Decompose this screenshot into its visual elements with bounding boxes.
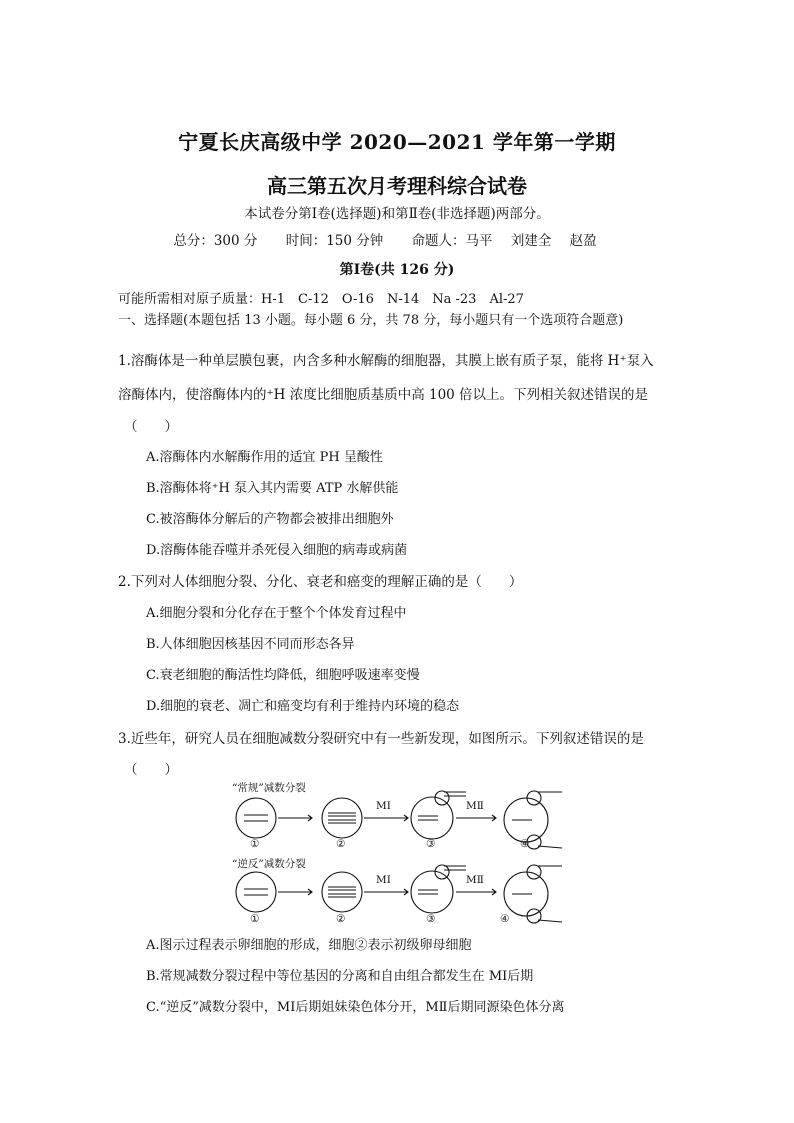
q1-answer-paren: （ ） <box>124 419 178 435</box>
atomic-masses: 可能所需相对原子质量：H-1 C-12 O-16 N-14 Na -23 Al-27 <box>118 292 524 307</box>
row1-step-4: ④ <box>520 838 530 850</box>
q1-line2: 溶酶体内，使溶酶体内的⁺H 浓度比细胞质基质中高 100 倍以上。下列相关叙述错误的是 <box>118 387 649 403</box>
q3-answer-paren: （ ） <box>124 762 178 778</box>
row2-step-1: ① <box>250 913 260 925</box>
total-score: 总分：300 分 <box>173 233 258 249</box>
row2-cell-4 <box>504 865 562 923</box>
part1-heading: 一、选择题(本题包括 13 小题。每小题 6 分，共 78 分，每小题只有一个选项符合题意) <box>118 313 624 328</box>
row1-cell-2 <box>322 798 362 838</box>
exam-time: 时间：150 分钟 <box>285 233 384 249</box>
row2-step-2: ② <box>336 913 346 925</box>
row1-cell-1 <box>236 798 276 838</box>
author-1: 命题人：马平 <box>411 233 493 249</box>
meiosis-svg <box>228 780 568 928</box>
q2-option-a: A.细胞分裂和分化存在于整个个体发育过程中 <box>146 606 407 621</box>
exam-info <box>0 229 794 249</box>
row2-step-3: ③ <box>426 913 436 925</box>
exam-note: 本试卷分第Ⅰ卷(选择题)和第Ⅱ卷(非选择题)两部分。 <box>244 206 550 222</box>
q1-line1: 1.溶酶体是一种单层膜包裹，内含多种水解酶的细胞器，其膜上嵌有质子泵，能将 H⁺泵入 <box>118 353 654 369</box>
row2-cell-2 <box>322 872 362 912</box>
row2-label: “逆反”减数分裂 <box>232 858 306 870</box>
row2-cell-1 <box>236 872 276 912</box>
q3-line1: 3.近些年，研究人员在细胞减数分裂研究中有一些新发现，如图所示。下列叙述错误的是 <box>118 731 644 747</box>
row1-cell-4 <box>504 791 562 849</box>
row2-cell-3 <box>411 865 466 913</box>
q2-option-b: B.人体细胞因核基因不同而形态各异 <box>146 637 355 652</box>
row1-step-3: ③ <box>426 838 436 850</box>
row1-step-1: ① <box>250 838 260 850</box>
q3-option-c: C.“逆反”减数分裂中，MⅠ后期姐妹染色体分开，MⅡ后期同源染色体分离 <box>146 1000 565 1015</box>
exam-title-line2: 高三第五次月考理科综合试卷 <box>267 174 527 198</box>
row1-mi-label: MⅠ <box>376 800 391 812</box>
exam-title-line1: 宁夏长庆高级中学 2020—2021 学年第一学期 <box>178 130 616 154</box>
q1-option-a: A.溶酶体内水解酶作用的适宜 PH 呈酸性 <box>146 450 383 465</box>
q1-option-d: D.溶酶体能吞噬并杀死侵入细胞的病毒或病菌 <box>146 543 408 558</box>
q2-option-d: D.细胞的衰老、凋亡和癌变均有利于维持内环境的稳态 <box>146 699 460 714</box>
row1-label: “常规”减数分裂 <box>232 782 306 794</box>
q1-option-b: B.溶酶体将⁺H 泵入其内需要 ATP 水解供能 <box>146 481 399 496</box>
row1-cell-3 <box>411 791 466 839</box>
q2-option-c: C.衰老细胞的酶活性均降低，细胞呼吸速率变慢 <box>146 668 420 683</box>
row1-step-2: ② <box>336 838 346 850</box>
row2-mi-label: MⅠ <box>376 874 391 886</box>
row1-mii-label: MⅡ <box>466 800 484 812</box>
q3-option-a: A.图示过程表示卵细胞的形成，细胞②表示初级卵母细胞 <box>146 938 472 953</box>
author-2: 刘建全 <box>510 233 552 249</box>
q2-line1: 2.下列对人体细胞分裂、分化、衰老和癌变的理解正确的是（ ） <box>118 574 523 590</box>
author-3: 赵盈 <box>569 233 597 249</box>
q1-option-c: C.被溶酶体分解后的产物都会被排出细胞外 <box>146 512 394 527</box>
section-heading: 第Ⅰ卷(共 126 分) <box>339 262 455 278</box>
row2-mii-label: MⅡ <box>466 874 484 886</box>
row2-step-4: ④ <box>500 913 510 925</box>
meiosis-diagram <box>228 780 568 928</box>
q3-option-b: B.常规减数分裂过程中等位基因的分离和自由组合都发生在 MⅠ后期 <box>146 969 534 984</box>
